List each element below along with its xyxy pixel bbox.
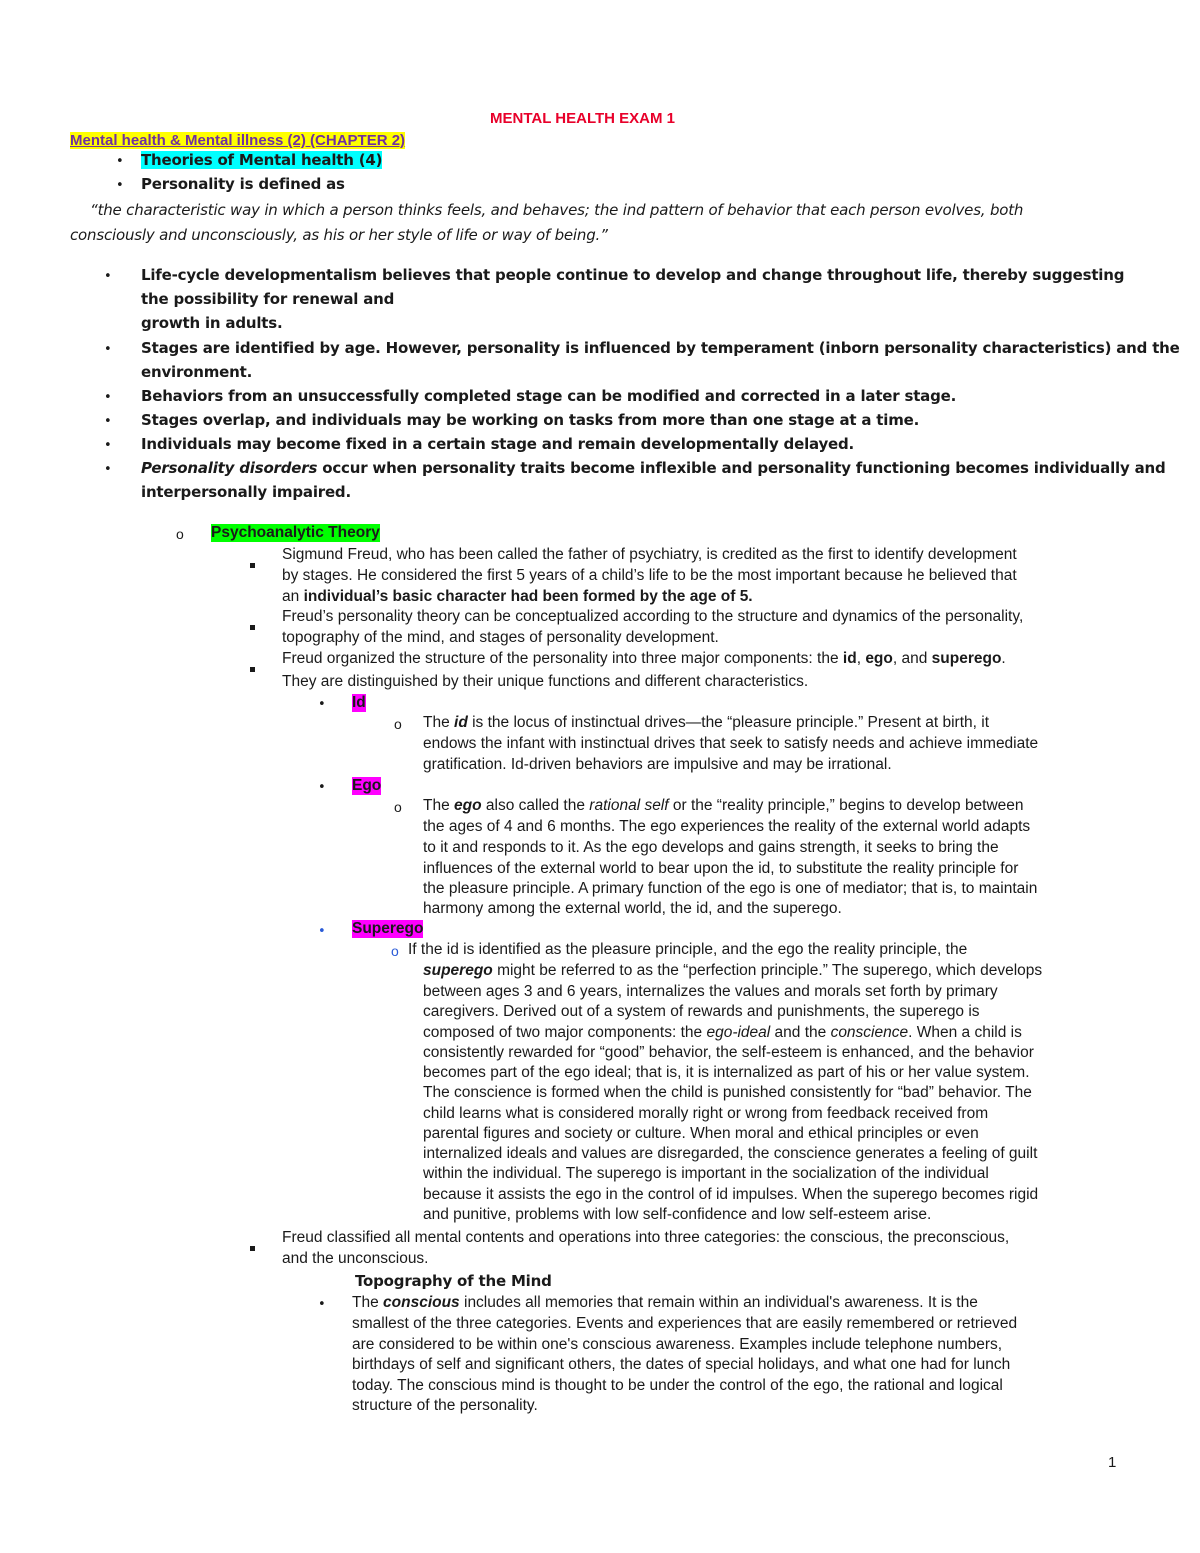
ego-line-text: or the “reality principle,” begins to develop between	[668, 797, 1024, 814]
superego-line: because it assists the ego in the control of id impulses. When the superego becomes rigid	[423, 1186, 1039, 1203]
bullet-icon: •	[104, 269, 112, 284]
superego-line: consistently rewarded for “good” behavior, the self-esteem is enhanced, and the behavior	[423, 1044, 1034, 1061]
topography-line: smallest of the three categories. Events and experiences that are easily remembered or retrieved	[352, 1315, 1018, 1332]
disorders-item	[141, 459, 1166, 477]
ego-ideal-term: ego-ideal	[706, 1024, 771, 1041]
topography-line: are considered to be within one's conscious awareness. Examples include telephone numbers,	[352, 1336, 1003, 1353]
lifecycle-item: Life-cycle developmentalism believes that people continue to develop and change throughout life, thereby suggesting	[141, 266, 1125, 284]
superego-term: superego	[423, 962, 493, 979]
superego-line-text: composed of two major components: the	[423, 1024, 707, 1041]
superego-line: The conscience is formed when the child is punished consistently for “bad” behavior. The	[423, 1084, 1032, 1101]
fixed-item: Individuals may become fixed in a certain stage and remain developmentally delayed.	[141, 435, 855, 453]
theories-item: Theories of Mental health (4)	[141, 151, 383, 169]
chapter-heading: Mental health & Mental illness (2) (CHAPTER 2)	[70, 132, 406, 149]
superego-line	[423, 962, 1042, 980]
bullet-icon: •	[104, 414, 112, 429]
conscience-term: conscience	[830, 1024, 909, 1041]
id-line-text: The	[423, 714, 455, 731]
conscious-term: conscious	[383, 1294, 460, 1311]
id-line-text: is the locus of instinctual drives—the “pleasure principle.” Present at birth, it	[467, 714, 990, 731]
id-term: id	[454, 714, 468, 731]
superego-line: child learns what is considered morally right or wrong from feedback received from	[423, 1105, 989, 1122]
structure-line	[282, 650, 1006, 668]
id-line: gratification. Id-driven behaviors are impulsive and may be irrational.	[423, 756, 892, 773]
ego-line-text: also called the	[481, 797, 590, 814]
structure-sep: ,	[856, 650, 866, 667]
superego-line: and punitive, problems with low self-confidence and low self-esteem arise.	[423, 1206, 932, 1223]
topography-line: birthdays of self and significant others, the dates of special holidays, and what one had for lunch	[352, 1356, 1011, 1373]
theory-line: topography of the mind, and stages of personality development.	[282, 629, 719, 646]
classified-line: and the unconscious.	[282, 1250, 429, 1267]
page-number: 1	[1108, 1454, 1117, 1471]
bullet-icon: •	[104, 438, 112, 453]
superego-line: caregivers. Derived out of a system of rewards and punishments, the superego is	[423, 1003, 980, 1020]
structure-id: id	[842, 650, 857, 667]
disorders-item-cont: interpersonally impaired.	[141, 483, 351, 501]
structure-ego: ego	[865, 650, 893, 667]
stages-item: Stages are identified by age. However, personality is influenced by temperament (inborn personality characteristics) and the	[141, 339, 1180, 357]
bullet-icon: •	[318, 924, 326, 939]
superego-line-text: and the	[770, 1024, 831, 1041]
superego-line	[423, 1024, 1022, 1042]
structure-end: .	[1001, 650, 1006, 667]
freud-line	[282, 588, 753, 606]
theory-line: Freud’s personality theory can be conceptualized according to the structure and dynamics of the personality,	[282, 608, 1024, 625]
circle-bullet-icon: o	[391, 943, 399, 959]
superego-line-text: . When a child is	[908, 1024, 1022, 1041]
topography-line	[352, 1294, 978, 1312]
square-bullet-icon	[250, 555, 255, 573]
behaviors-item: Behaviors from an unsuccessfully completed stage can be modified and corrected in a later stage.	[141, 387, 957, 405]
structure-line: They are distinguished by their unique functions and different characteristics.	[282, 673, 809, 690]
superego-line: becomes part of the ego ideal; that is, it is internalized as part of his or her value system.	[423, 1064, 1030, 1081]
circle-bullet-icon: o	[394, 716, 402, 732]
overlap-item: Stages overlap, and individuals may be working on tasks from more than one stage at a time.	[141, 411, 920, 429]
superego-line: between ages 3 and 6 years, internalizes the values and morals set forth by primary	[423, 983, 998, 1000]
topography-line: structure of the personality.	[352, 1397, 538, 1414]
id-label: Id	[352, 694, 366, 711]
topography-line-text: The	[352, 1294, 384, 1311]
stages-item-cont: environment.	[141, 363, 253, 381]
circle-bullet-icon: o	[394, 799, 402, 815]
personality-defined-item: Personality is defined as	[141, 175, 345, 193]
topography-line-text: includes all memories that remain within an individual's awareness. It is the	[459, 1294, 978, 1311]
lifecycle-item-cont: the possibility for renewal and	[141, 290, 395, 308]
circle-bullet-icon: o	[176, 526, 184, 542]
ego-line: the ages of 4 and 6 months. The ego experiences the reality of the external world adapts	[423, 818, 1031, 835]
id-line	[423, 714, 989, 732]
freud-line: by stages. He considered the first 5 years of a child’s life to be the most important because he believed that	[282, 567, 1017, 584]
psychoanalytic-heading: Psychoanalytic Theory	[211, 524, 380, 541]
disorders-term: Personality disorders	[141, 459, 318, 477]
ego-rational-self: rational self	[589, 797, 669, 814]
topography-line: today. The conscious mind is thought to be under the control of the ego, the rational and logical	[352, 1377, 1003, 1394]
ego-line-text: The	[423, 797, 455, 814]
bullet-icon: •	[116, 178, 124, 193]
structure-sep: , and	[892, 650, 932, 667]
superego-line-text: might be referred to as the “perfection principle.” The superego, which develops	[492, 962, 1043, 979]
freud-emphasis: individual’s basic character had been formed by the age of 5.	[303, 588, 753, 605]
bullet-icon: •	[318, 697, 326, 712]
lifecycle-item-cont: growth in adults.	[141, 314, 283, 332]
bullet-icon: •	[104, 390, 112, 405]
ego-line: the pleasure principle. A primary function of the ego is one of mediator; that is, to maintain	[423, 880, 1038, 897]
document-title: MENTAL HEALTH EXAM 1	[490, 110, 676, 127]
superego-label: Superego	[352, 920, 424, 937]
bullet-icon: •	[104, 342, 112, 357]
bullet-icon: •	[318, 1297, 326, 1312]
classified-line: Freud classified all mental contents and operations into three categories: the conscious, the preconscious,	[282, 1229, 1010, 1246]
structure-superego: superego	[931, 650, 1002, 667]
freud-line-text: an	[282, 588, 304, 605]
bullet-icon: •	[318, 780, 326, 795]
freud-line: Sigmund Freud, who has been called the father of psychiatry, is credited as the first to identify development	[282, 546, 1017, 563]
ego-term: ego	[454, 797, 482, 814]
superego-line: within the individual. The superego is important in the socialization of the individual	[423, 1165, 989, 1182]
disorders-text: occur when personality traits become inflexible and personality functioning becomes individually and	[317, 459, 1166, 477]
structure-text: Freud organized the structure of the personality into three major components: the	[282, 650, 843, 667]
superego-line: parental figures and society or culture. When moral and ethical principles or even	[423, 1125, 979, 1142]
ego-line: harmony among the external world, the id, and the superego.	[423, 900, 842, 917]
bullet-icon: •	[116, 154, 124, 169]
ego-label: Ego	[352, 777, 382, 794]
ego-line: influences of the external world to bear upon the id, to substitute the reality principle for	[423, 860, 1019, 877]
topography-heading: Topography of the Mind	[355, 1272, 552, 1290]
square-bullet-icon	[250, 1238, 255, 1256]
quote-line: “the characteristic way in which a person thinks feels, and behaves; the ind pattern of behavior that each person evolves, both	[90, 201, 1024, 219]
id-line: endows the infant with instinctual drives that seek to satisfy needs and achieve immediate	[423, 735, 1039, 752]
ego-line	[423, 797, 1024, 815]
quote-line: consciously and unconsciously, as his or her style of life or way of being.”	[70, 226, 608, 244]
square-bullet-icon	[250, 659, 255, 677]
ego-line: to it and responds to it. As the ego develops and gains strength, it seeks to bring the	[423, 839, 999, 856]
superego-line: If the id is identified as the pleasure principle, and the ego the reality principle, the	[408, 941, 968, 958]
bullet-icon: •	[104, 462, 112, 477]
superego-line: internalized ideals and values are disregarded, the conscience generates a feeling of guilt	[423, 1145, 1038, 1162]
square-bullet-icon	[250, 617, 255, 635]
